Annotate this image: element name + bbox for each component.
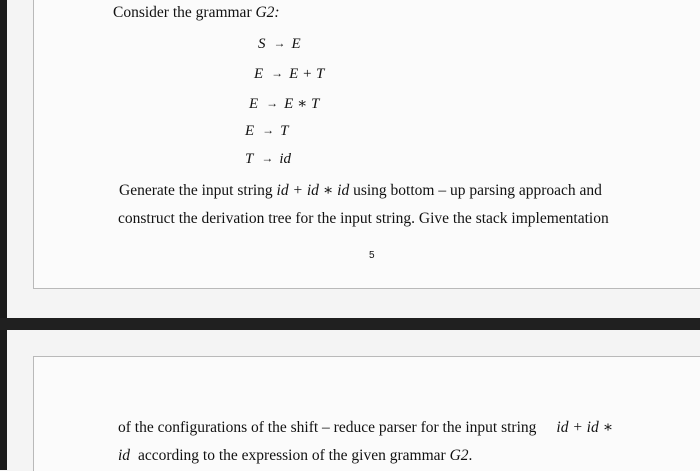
arrow-icon: → bbox=[266, 96, 279, 110]
page-number: 5 bbox=[369, 250, 375, 261]
arrow-icon: → bbox=[261, 151, 274, 165]
grammar-rule-3: E → E ∗ T bbox=[249, 96, 320, 112]
continuation-line-1: of the configurations of the shift – reduce parser for the input string id + id ∗ bbox=[118, 419, 614, 436]
arrow-icon: → bbox=[262, 123, 275, 137]
grammar-ref: G2 bbox=[449, 447, 469, 464]
arrow-icon: → bbox=[273, 36, 286, 50]
page-separator bbox=[0, 318, 700, 330]
question-line-2: construct the derivation tree for the input string. Give the stack implementation bbox=[118, 210, 609, 227]
input-string-expression: id + id ∗ id bbox=[276, 182, 350, 199]
intro-line bbox=[113, 4, 280, 22]
grammar-rule-5: T → id bbox=[245, 151, 292, 167]
left-dark-edge bbox=[0, 0, 7, 470]
document-page-top bbox=[33, 0, 700, 289]
grammar-rule-2: E → E + T bbox=[254, 66, 325, 82]
continuation-line-2: id according to the expression of the given grammar G2. bbox=[118, 447, 473, 464]
intro-prefix: Consider the grammar bbox=[113, 4, 256, 21]
grammar-rule-4: E → T bbox=[245, 123, 289, 139]
arrow-icon: → bbox=[271, 66, 284, 80]
question-line-1: Generate the input string id + id ∗ id using bottom – up parsing approach and bbox=[119, 182, 602, 199]
grammar-rule-1: S → E bbox=[258, 36, 301, 52]
continuation-expression: id + id ∗ bbox=[556, 419, 614, 436]
grammar-name: G2: bbox=[255, 4, 280, 21]
